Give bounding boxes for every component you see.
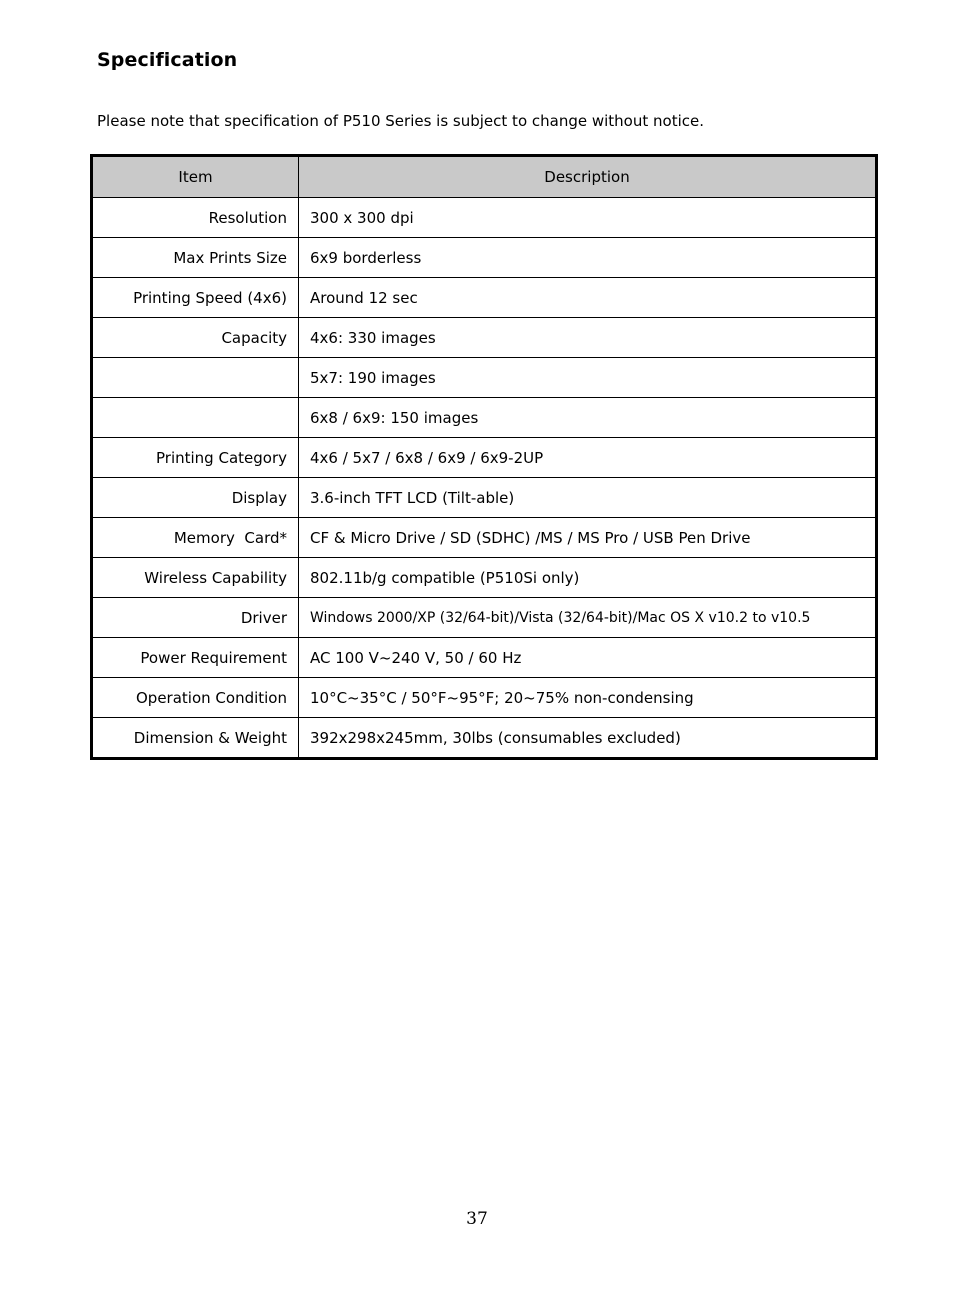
row-description: Around 12 sec	[299, 278, 877, 318]
row-description: 392x298x245mm, 30lbs (consumables excluded)	[299, 718, 877, 759]
page-number: 37	[466, 1209, 488, 1229]
table-row	[92, 198, 877, 238]
table-body	[92, 198, 877, 759]
row-description: CF & Micro Drive / SD (SDHC) /MS / MS Pro / USB Pen Drive	[299, 518, 877, 558]
row-description: 6x9 borderless	[299, 238, 877, 278]
row-description: 4x6: 330 images	[299, 318, 877, 358]
row-description: 802.11b/g compatible (P510Si only)	[299, 558, 877, 598]
table-row	[92, 358, 877, 398]
spec-notice: Please note that specification of P510 Series is subject to change without notice.	[97, 112, 704, 130]
table-row	[92, 718, 877, 759]
row-item: Dimension & Weight	[92, 718, 299, 759]
row-description: 10°C~35°C / 50°F~95°F; 20~75% non-condensing	[299, 678, 877, 718]
table-row	[92, 398, 877, 438]
row-item: Power Requirement	[92, 638, 299, 678]
row-item: Capacity	[92, 318, 299, 358]
table-row	[92, 438, 877, 478]
row-description: 4x6 / 5x7 / 6x8 / 6x9 / 6x9-2UP	[299, 438, 877, 478]
page-title: Specification	[97, 49, 238, 71]
row-item: Printing Speed (4x6)	[92, 278, 299, 318]
row-item	[92, 398, 299, 438]
row-description: 3.6-inch TFT LCD (Tilt-able)	[299, 478, 877, 518]
row-item: Display	[92, 478, 299, 518]
row-item: Printing Category	[92, 438, 299, 478]
table-row	[92, 518, 877, 558]
row-description: Windows 2000/XP (32/64-bit)/Vista (32/64-bit)/Mac OS X v10.2 to v10.5	[299, 598, 877, 638]
table-header	[92, 156, 877, 198]
table-row	[92, 478, 877, 518]
table-row	[92, 318, 877, 358]
row-item	[92, 358, 299, 398]
table-row	[92, 598, 877, 638]
header-row	[92, 156, 877, 198]
row-description: 6x8 / 6x9: 150 images	[299, 398, 877, 438]
row-item: Resolution	[92, 198, 299, 238]
row-description: AC 100 V~240 V, 50 / 60 Hz	[299, 638, 877, 678]
table-row	[92, 238, 877, 278]
specification-table	[90, 154, 878, 760]
row-item: Max Prints Size	[92, 238, 299, 278]
table-row	[92, 638, 877, 678]
table-row	[92, 558, 877, 598]
header-description: Description	[299, 156, 877, 198]
header-item: Item	[92, 156, 299, 198]
table-row	[92, 678, 877, 718]
table-row	[92, 278, 877, 318]
row-item: Driver	[92, 598, 299, 638]
row-description: 5x7: 190 images	[299, 358, 877, 398]
row-item: Memory Card*	[92, 518, 299, 558]
row-item: Operation Condition	[92, 678, 299, 718]
row-description: 300 x 300 dpi	[299, 198, 877, 238]
row-item: Wireless Capability	[92, 558, 299, 598]
